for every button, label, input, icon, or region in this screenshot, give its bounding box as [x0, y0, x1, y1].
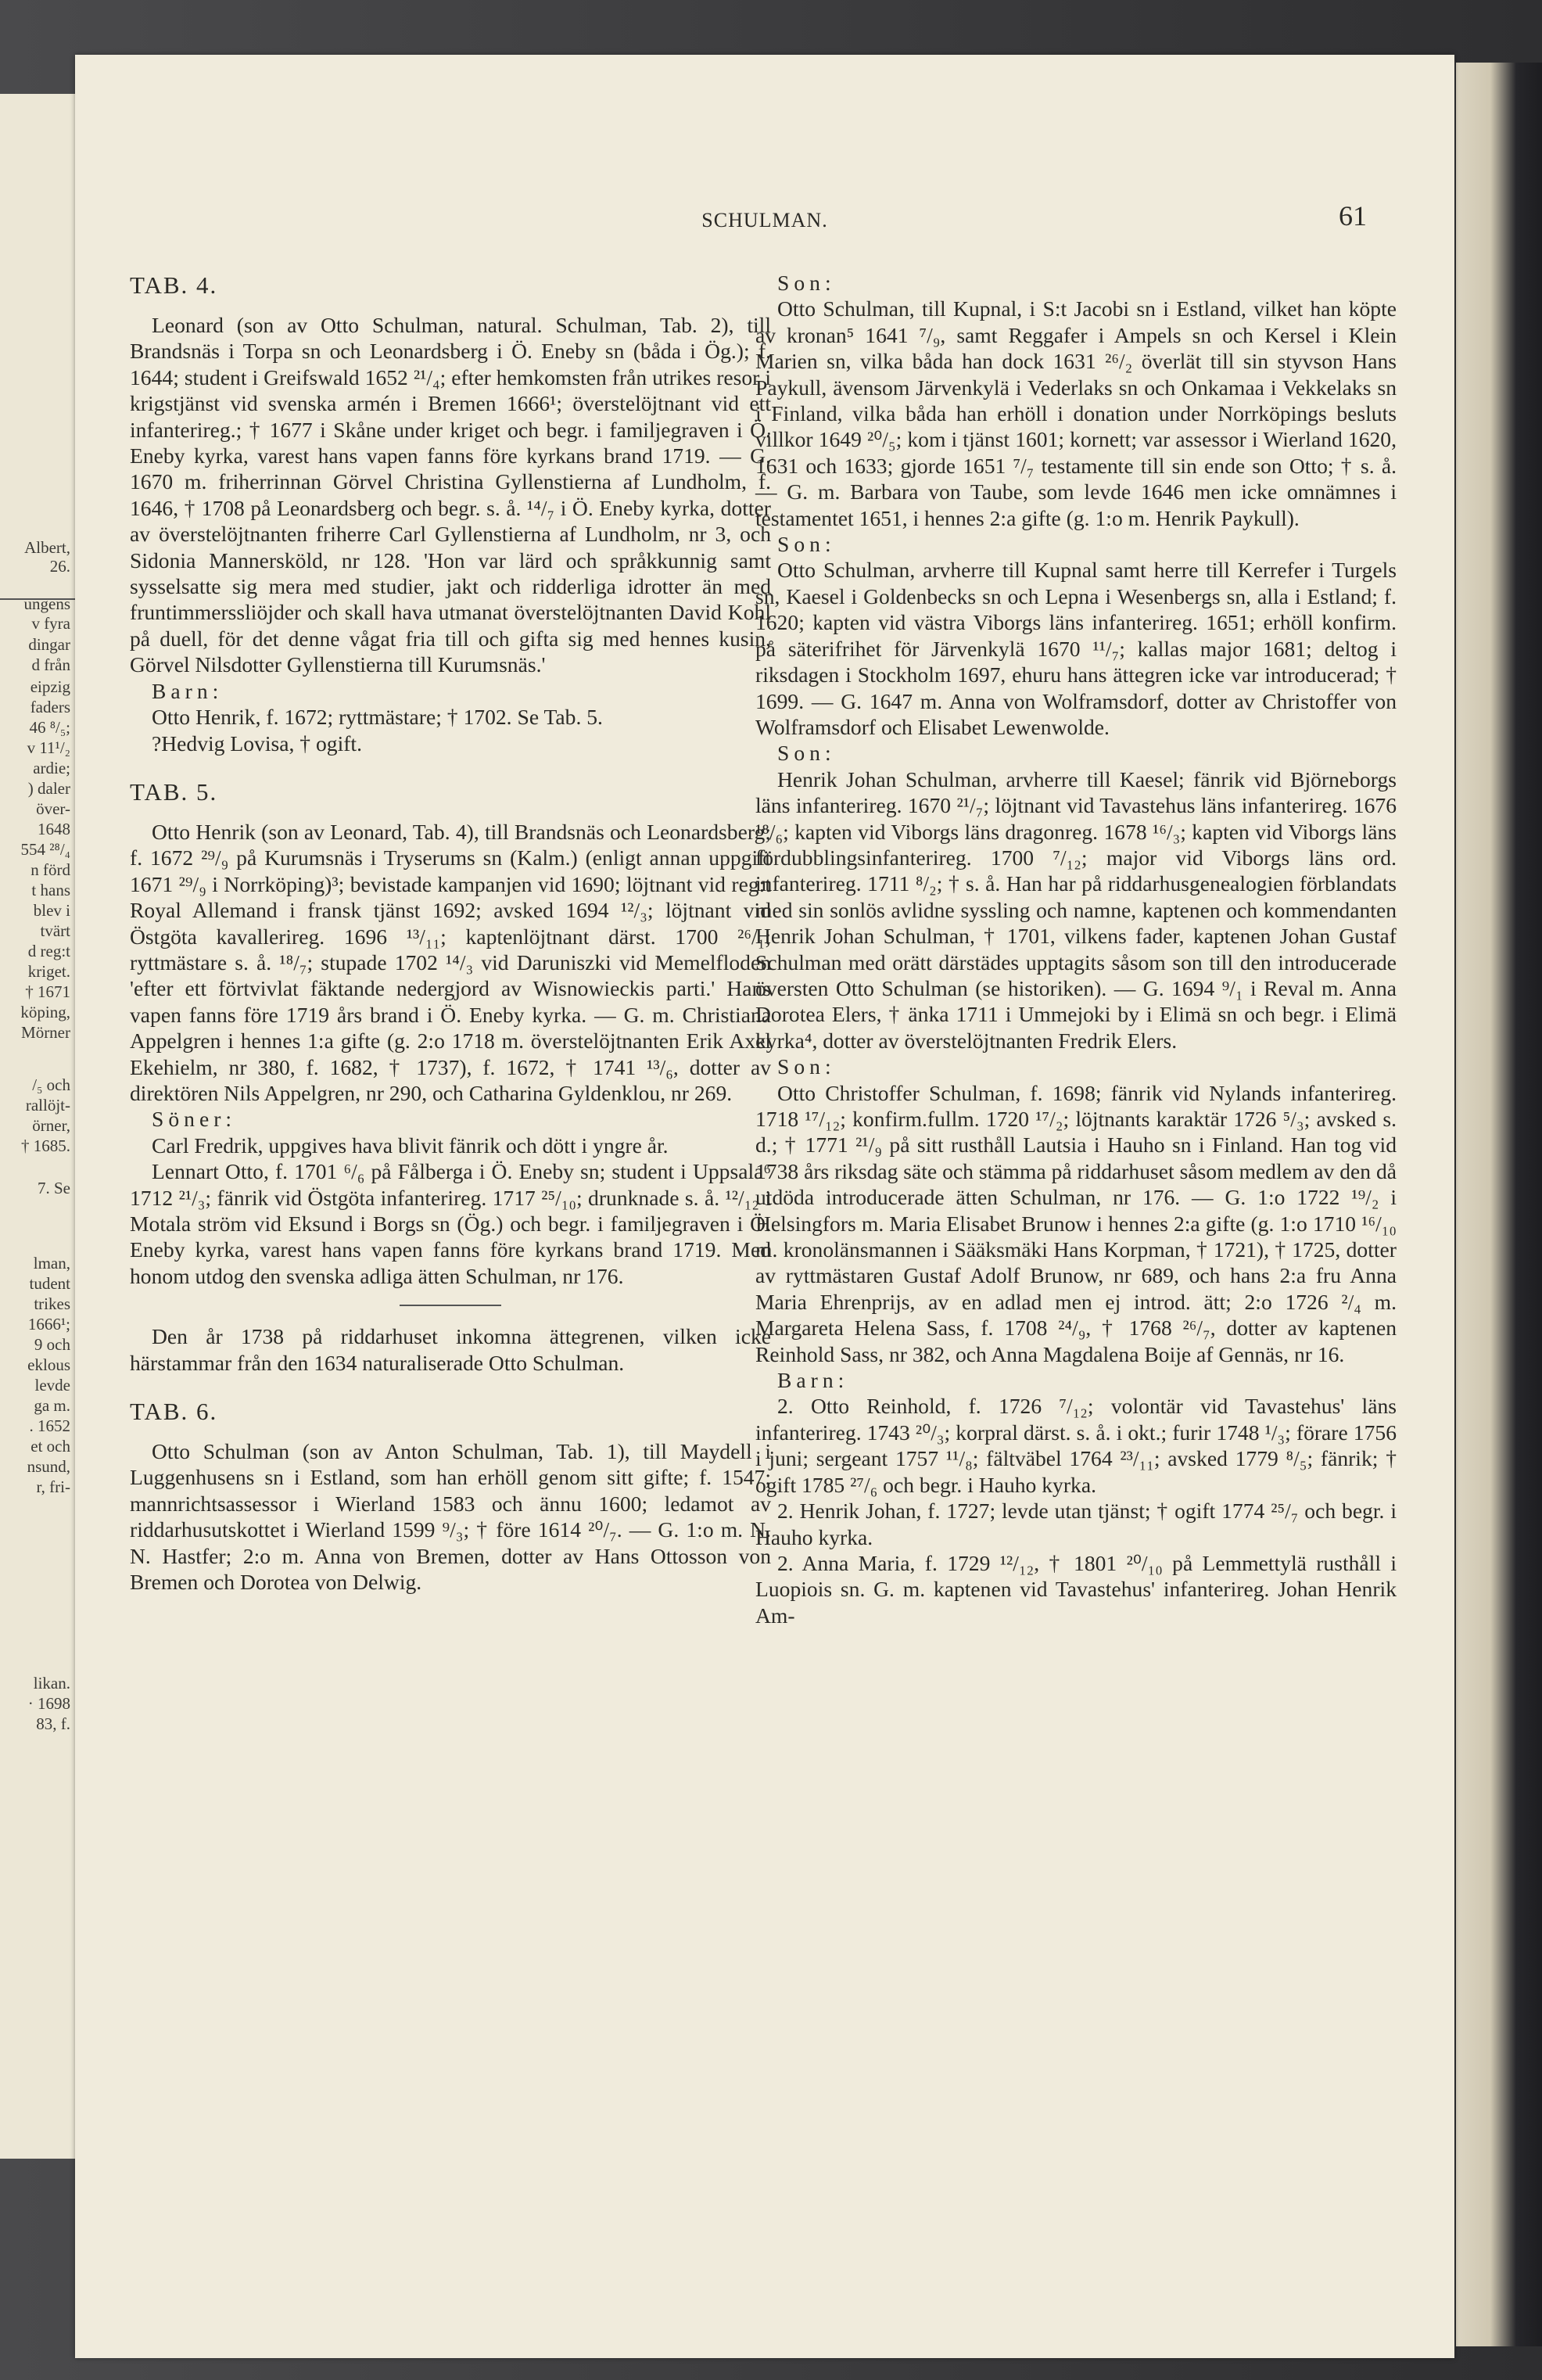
previous-page-fragment: d reg:t — [27, 942, 70, 960]
previous-page-fragment: likan. — [33, 1674, 70, 1693]
previous-page-fragment: eipzig — [30, 677, 70, 696]
previous-page-fragment: † 1685. — [21, 1136, 70, 1155]
previous-page-fragment: /₅ och — [32, 1075, 70, 1094]
children-label: Barn: — [777, 1368, 849, 1393]
genealogy-entry: Otto Schulman, arvherre till Kupnal samt herre till Kerrefer i Turgels sn, Kaesel i Goldenbecks sn och Lepna i Wesenbergs sn, alla i Estland; f. 1620; kapten vid västra Viborgs läns infanterireg. 1651; erhöll konfirm. på säterifrihet för Järvenkylä 1670 ¹¹/₇; kallas major 1681; deltog i riksdagen i Stockholm 1697, ehuru hans ättegren icke var introducerad; † 1699. — G. 1647 m. Anna von Wolframsdorf, dotter av Christoffer von Wolframsdorf och Elisabet Lewenwolde. — [755, 558, 1397, 739]
genealogy-entry: Otto Schulman, till Kupnal, i S:t Jacobi sn i Estland, vilket han köpte av kronan⁵ 1641 ⁷/₉, samt Reggafer i Ampels sn och Kersel i Klein Marien sn, vilka båda han dock 1631 ²⁶/₂ överlät till sin styvson Hans Paykull, ävensom Järvenkylä i Vederlaks sn och Onkamaa i Vekkelaks sn i Finland, vilka båda han erhöll i donation under Norrköpings besluts villkor 1649 ²⁰/₅; kom i tjänst 1601; kornett; var assessor i Wierland 1620, 1631 och 1633; gjorde 1651 ⁷/₇ testamente till sin ende son Otto; † s. å. — G. m. Barbara von Taube, som levde 1646 men icke omnämnes i testamentet 1651, i hennes 2:a gifte (g. 1:o m. Henrik Paykull). — [755, 296, 1397, 530]
genealogy-entry: Otto Henrik (son av Leonard, Tab. 4), till Brandsnäs och Leonardsberg; f. 1672 ²⁹/₉ på Kurumsnäs i Tryserums sn (Kalm.) (enligt annan uppgift 1671 ²⁹/₉ i Norrköping)³; bevistade kampanjen vid 1690; löjtnant vid reg:t Royal Allemand i fransk tjänst 1692; avsked 1694 ¹²/₃; löjtnant vid Östgöta kavallerireg. 1696 ¹³/₁₁; kaptenlöjtnant därst. 1700 ²⁶/₁; ryttmästare s. å. ¹⁸/₇; stupade 1702 ¹⁴/₃ vid Daruniszki vid Memelfloden 'efter ett förtvivlat fäktande nedergjord av Wisnowieckis parti.' Hans vapen fanns före 1719 års brand i Ö. Eneby kyrka. — G. m. Christiana Appelgren i hennes 1:a gifte (g. 2:o 1718 m. överstelöjtnanten Erik Axel Ekehielm, nr 380, f. 1682, † 1737), f. 1672, † 1741 ¹³/₆, dotter av direktören Nils Appelgren, nr 290, och Catharina Gyldenklou, nr 269. — [130, 819, 771, 1105]
previous-page-fragment: 7. Se — [38, 1179, 70, 1197]
table-heading: TAB. 5. — [130, 777, 218, 806]
child-entry: 2. Henrik Johan, f. 1727; levde utan tjänst; † ogift 1774 ²⁵/₇ och begr. i Hauho kyrka. — [755, 1499, 1397, 1549]
previous-page-fragment: tvärt — [40, 921, 70, 940]
previous-page-fragment: 1666¹; — [27, 1315, 70, 1334]
genealogy-entry: Den år 1738 på riddarhuset inkomna ättegrenen, vilken icke härstammar från den 1634 naturaliserade Otto Schulman. — [130, 1324, 771, 1375]
previous-page-fragment: et och — [30, 1437, 70, 1456]
children-label: Son: — [777, 271, 836, 295]
previous-page-fragment: 9 och — [34, 1335, 70, 1354]
previous-page-fragment: ga m. — [34, 1396, 70, 1415]
child-entry: 2. Anna Maria, f. 1729 ¹²/₁₂, † 1801 ²⁰/₁₀ på Lemmettylä rusthåll i Luopiois sn. G. m. kaptenen vid Tavastehus' infanterireg. Johan Henrik Am- — [755, 1550, 1397, 1628]
children-label: Son: — [777, 741, 836, 766]
previous-page-edge — [0, 94, 80, 2159]
previous-page-fragment: ungens — [23, 594, 70, 613]
previous-page-fragment: t hans — [31, 881, 70, 899]
child-entry: 2. Otto Reinhold, f. 1726 ⁷/₁₂; volontär vid Tavastehus' läns infanterireg. 1743 ²⁰/₃; korpral därst. s. å. i okt.; furir 1748 ¹/₃; förare 1756 i juni; sergeant 1757 ¹¹/₈; fältväbel 1764 ²³/₁₁; avsked 1779 ⁸/₅; fänrik; † ogift 1785 ²⁷/₆ och begr. i Hauho kyrka. — [755, 1394, 1397, 1497]
previous-page-fragment: v 11¹/₂ — [27, 738, 70, 757]
children-label: Son: — [777, 532, 836, 557]
genealogy-entry: Otto Schulman (son av Anton Schulman, Tab. 1), till Maydell i Luggenhusens sn i Estland, som han erhöll genom sitt gifte; f. 1547; mannrichtsassessor i Wierland 1583 och ännu 1600; ledamot av riddarhusutskottet i Wierland 1599 ⁹/₃; † före 1614 ²⁰/₇. — G. 1:o m. N. N. Hastfer; 2:o m. Anna von Bremen, dotter av Hans Ottosson von Bremen och Dorotea von Delwig. — [130, 1439, 771, 1595]
children-label: Barn: — [152, 678, 224, 703]
previous-page-fragment: faders — [30, 698, 70, 716]
previous-page-fragment: Albert, — [24, 538, 70, 557]
previous-page-fragment: lman, — [33, 1254, 70, 1273]
previous-page-fragment: . 1652 — [29, 1416, 70, 1435]
previous-page-fragment: nsund, — [27, 1457, 70, 1476]
previous-page-fragment: † 1671 — [25, 982, 70, 1001]
previous-page-fragment: Mörner — [21, 1023, 70, 1042]
book-fore-edge — [1456, 63, 1542, 2346]
child-entry: Lennart Otto, f. 1701 ⁶/₆ på Fålberga i Ö. Eneby sn; student i Uppsala⁶ 1712 ²¹/₃; fänrik vid Östgöta infanterireg. 1717 ²⁵/₁₀; drunknade s. å. ¹²/₁₂ i Motala ström vid Eksund i Borgs sn (Ög.) och begr. i familjegraven i Ö. Eneby kyrka, varest hans vapen fanns före kyrkans brand 1719. Med honom utdog den svenska adliga ätten Schulman, nr 176. — [130, 1159, 771, 1288]
previous-page-fragment: blev i — [33, 901, 70, 920]
previous-page-fragment: 1648 — [38, 820, 70, 838]
child-entry: Carl Fredrik, uppgives hava blivit fänrik och dött i yngre år. — [152, 1133, 669, 1158]
previous-page-fragment: r, fri- — [36, 1477, 70, 1496]
previous-page-fragment: kriget. — [27, 962, 70, 981]
running-title: SCHULMAN. — [701, 209, 828, 232]
previous-page-fragment: 554 ²⁸/₄ — [20, 840, 70, 859]
previous-page-fragment: ardie; — [33, 759, 70, 777]
previous-page-fragment: · 1698 — [27, 1694, 70, 1713]
page-header — [75, 199, 1454, 246]
genealogy-entry: Henrik Johan Schulman, arvherre till Kaesel; fänrik vid Björneborgs läns infanterireg. 1670 ²¹/₇; löjtnant vid Tavastehus läns infanterireg. 1676 ¹⁸/₆; kapten vid Viborgs läns dragonreg. 1678 ¹⁶/₃; kapten vid Viborgs läns fördubblingsinfanterireg. 1700 ⁷/₁₂; major vid Viborgs läns ord. infanterireg. 1711 ⁸/₂; † s. å. Han har på riddarhusgenealogien förblandats med sin sonlös avlidne syssling och namne, kaptenen och kommendanten Henrik Johan Schulman, † 1701, vilkens fader, kaptenen Johan Gustaf Schulman med orätt därstädes upptagits såsom son till den introducerade översten Otto Schulman (se historiken). — G. 1694 ⁹/₁ i Reval m. Anna Dorotea Elers, † änka 1711 i Ummejoki by i Elimä sn och begr. i Elimä kyrka⁴, dotter av överstelöjtnanten Fredrik Elers. — [755, 766, 1397, 1053]
left-column — [130, 270, 771, 1595]
previous-page-fragment: rallöjt- — [25, 1096, 70, 1115]
previous-page-fragment: örner, — [32, 1116, 70, 1135]
page-number: 61 — [1339, 200, 1367, 232]
genealogy-entry: Leonard (son av Otto Schulman, natural. Schulman, Tab. 2), till Brandsnäs i Torpa sn och Leonardsberg i Ö. Eneby sn (båda i Ög.); f. 1644; student i Greifswald 1652 ²¹/₄; efter hemkomsten från utrikes resor i krigstjänst vid svenska armén i Bremen 1666¹; överstelöjtnant vid ett infanterireg.; † 1677 i Skåne under kriget och begr. i familjegraven i Ö. Eneby kyrka, varest hans vapen fanns före kyrkans brand 1719. — G. 1670 m. friherrinnan Görvel Christina Gyllenstierna af Lundholm, f. 1646, † 1708 på Leonardsberg och begr. s. å. ¹⁴/₇ i Ö. Eneby kyrka, dotter av överstelöjtnanten friherre Carl Gyllenstierna af Lundholm, nr 3, och Sidonia Mannersköld, nr 128. 'Hon var lärd och språkkunnig samt sysselsatte sig mera med studier, jakt och ridderliga idrotter än med fruntimmerssliöjder och skall hava utmanat överstelöjtnanten David Kohl på duell, för det denne vågat fria till och gifta sig med hennes kusin, Görvel Nilsdotter Gyllenstierna till Kurumsnäs.' — [130, 313, 771, 677]
previous-page-fragment: köping, — [20, 1003, 70, 1021]
child-entry: Otto Henrik, f. 1672; ryttmästare; † 1702. Se Tab. 5. — [152, 705, 603, 730]
previous-page-fragment: ) daler — [27, 779, 70, 798]
previous-page-fragment: 83, f. — [36, 1714, 70, 1733]
children-label: Son: — [777, 1054, 836, 1079]
right-column — [755, 270, 1397, 1628]
previous-page-fragment: 46 ⁸/₅; — [29, 718, 70, 737]
previous-page-fragment: d från — [31, 655, 70, 674]
previous-page-fragment: n förd — [30, 860, 70, 879]
previous-page-fragment: eklous — [27, 1355, 70, 1374]
previous-page-fragment: tudent — [29, 1274, 70, 1293]
table-heading: TAB. 4. — [130, 271, 218, 299]
previous-page-fragment: 26. — [49, 557, 70, 576]
genealogy-entry: Otto Christoffer Schulman, f. 1698; fänrik vid Nylands infanterireg. 1718 ¹⁷/₁₂; konfirm.fullm. 1720 ¹⁷/₂; löjtnants karaktär 1726 ⁵/₃; avsked s. d.; † 1771 ²¹/₉ på sitt rusthåll Lautsia i Hauho sn i Finland. Han tog vid 1738 års riksdag säte och stämma på riddarhuset såsom medlem av den då utdöda introducerade ätten Schulman, nr 176. — G. 1:o 1722 ¹⁹/₂ i Helsingfors m. Maria Elisabet Brunow i hennes 2:a gifte (g. 1:o 1710 ¹⁶/₁₀ m. kronolänsmannen i Sääksmäki Hans Korpman, † 1721), † 1725, dotter av ryttmästaren Gustaf Adolf Brunow, nr 689, och hans 2:a fru Anna Maria Ehrenprijs, av en adlad men ej introd. ätt; 2:o 1726 ²/₄ m. Margareta Helena Sass, f. 1708 ²⁴/₉, † 1768 ²⁶/₇, dotter av kaptenen Reinhold Sass, nr 382, och Anna Magdalena Boije af Gennäs, nr 16. — [755, 1080, 1397, 1366]
previous-page-fragment: v fyra — [31, 614, 70, 633]
previous-page-fragment: levde — [34, 1376, 70, 1395]
previous-page-fragment: dingar — [28, 635, 70, 654]
table-heading: TAB. 6. — [130, 1398, 218, 1426]
child-entry: ?Hedvig Lovisa, † ogift. — [152, 731, 362, 756]
children-label: Söner: — [152, 1107, 237, 1132]
previous-page-fragment: över- — [36, 799, 70, 818]
previous-page-fragment: trikes — [34, 1294, 70, 1313]
book-page — [75, 55, 1454, 2358]
section-separator — [400, 1305, 501, 1306]
